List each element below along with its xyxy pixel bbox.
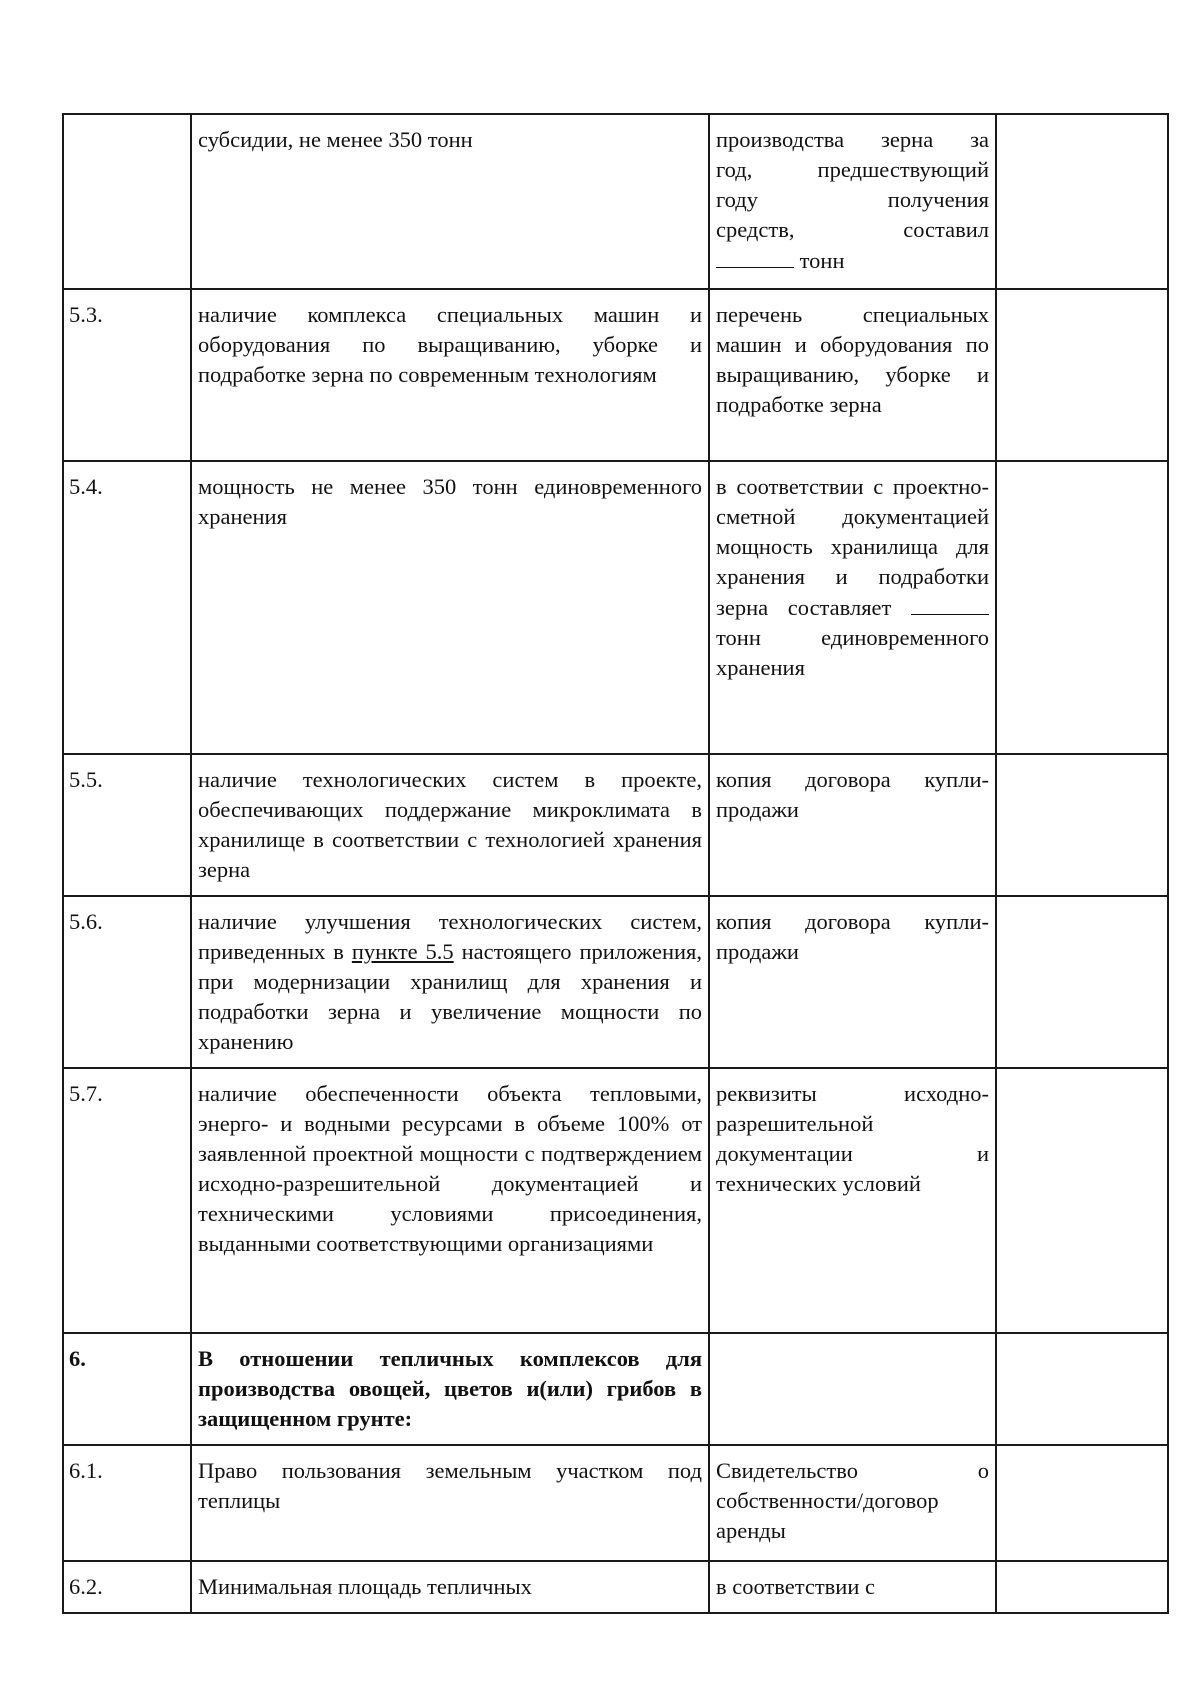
row-condition: Минимальная площадь тепличных: [191, 1561, 709, 1613]
document-line: [716, 245, 989, 276]
document-text: в соответствии с проектно-сметной документацией мощность хранилища для хранения и подработки зерна составляет: [716, 474, 989, 620]
row-note: [996, 461, 1168, 754]
row-condition: наличие комплекса специальных машин и оборудования по выращиванию, уборке и подработке зерна по современным технологиям: [191, 289, 709, 461]
row-document: [709, 461, 996, 754]
row-number: 6.: [63, 1333, 191, 1445]
row-condition: наличие обеспеченности объекта тепловыми, энерго- и водными ресурсами в объеме 100% от заявленной проектной мощности с подтверждением исходно-разрешительной документацией и техническими условиями присоединения, выданными соответствующими организациями: [191, 1068, 709, 1333]
row-number: 6.2.: [63, 1561, 191, 1613]
row-document: [709, 1333, 996, 1445]
row-number: 5.7.: [63, 1068, 191, 1333]
row-condition: субсидии, не менее 350 тонн: [191, 114, 709, 289]
condition-text: настоящего приложения, при модернизации хранилищ для хранения и подработки зерна и увеличение мощности по хранению: [198, 939, 703, 1054]
row-note: [996, 289, 1168, 461]
row-document: копия договора купли-продажи: [709, 754, 996, 896]
row-number: 5.4.: [63, 461, 191, 754]
document-line: год, предшествующий: [716, 157, 989, 182]
row-document: реквизиты исходно-разрешительной документации и технических условий: [709, 1068, 996, 1333]
document-text: тонн единовременного хранения: [716, 625, 989, 680]
row-document: [709, 114, 996, 289]
row-note: [996, 1068, 1168, 1333]
row-document: перечень специальных машин и оборудования по выращиванию, уборке и подработке зерна: [709, 289, 996, 461]
table-row: [63, 896, 1168, 1068]
row-number: 5.6.: [63, 896, 191, 1068]
table-row: [63, 461, 1168, 754]
row-condition: наличие технологических систем в проекте, обеспечивающих поддержание микроклимата в хранилище в соответствии с технологией хранения зерна: [191, 754, 709, 896]
fill-in-blank: [911, 592, 989, 615]
row-note: [996, 1561, 1168, 1613]
row-condition: мощность не менее 350 тонн единовременного хранения: [191, 461, 709, 754]
row-note: [996, 896, 1168, 1068]
table-row: [63, 1561, 1168, 1613]
table-row: [63, 1068, 1168, 1333]
row-number: [63, 114, 191, 289]
row-note: [996, 114, 1168, 289]
table-row: [63, 754, 1168, 896]
condition-text: наличие улучшения технологических систем, приведенных в: [198, 909, 702, 964]
row-note: [996, 1333, 1168, 1445]
row-note: [996, 1445, 1168, 1561]
table-row: [63, 1333, 1168, 1445]
table-row: [63, 289, 1168, 461]
table-row: [63, 1445, 1168, 1561]
requirements-table: [62, 113, 1169, 1614]
document-line: производства зерна за: [716, 127, 989, 152]
row-condition: Право пользования земельным участком под теплицы: [191, 1445, 709, 1561]
row-document: в соответствии с: [709, 1561, 996, 1613]
row-number: 5.5.: [63, 754, 191, 896]
blank-suffix: тонн: [799, 248, 845, 273]
section-heading: В отношении тепличных комплексов для производства овощей, цветов и(или) грибов в защищенном грунте:: [191, 1333, 709, 1445]
paragraph-link[interactable]: пункте 5.5: [351, 939, 454, 964]
row-note: [996, 754, 1168, 896]
document-line: году получения: [716, 187, 989, 212]
row-document: копия договора купли-продажи: [709, 896, 996, 1068]
row-document: Свидетельство о собственности/договор аренды: [709, 1445, 996, 1561]
row-number: 6.1.: [63, 1445, 191, 1561]
row-condition: [191, 896, 709, 1068]
document-line: средств, составил: [716, 217, 989, 242]
row-number: 5.3.: [63, 289, 191, 461]
table-row: [63, 114, 1168, 289]
fill-in-blank: [716, 245, 794, 268]
